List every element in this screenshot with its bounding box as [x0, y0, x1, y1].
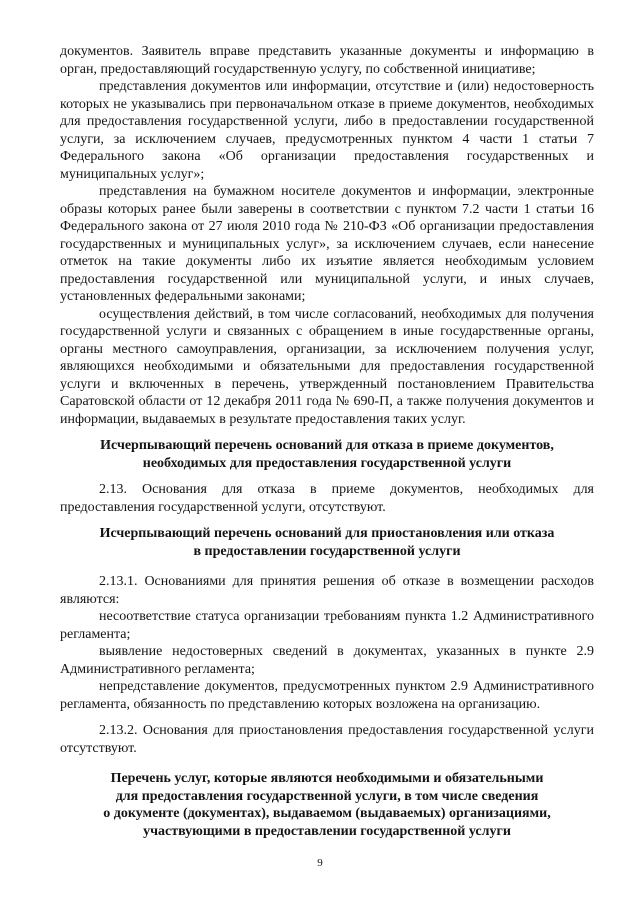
paragraph-2-13: 2.13. Основания для отказа в приеме документов, необходимых для предоставления государственной услуги, отсутствуют.	[60, 482, 594, 515]
heading-line: о документе (документах), выдаваемом (выдаваемых) организациями,	[103, 806, 551, 821]
heading-required-services	[60, 770, 594, 840]
page-number: 9	[317, 857, 323, 869]
paragraph-2-13-2: 2.13.2. Основания для приостановления предоставления государственной услуги отсутствуют.	[60, 723, 594, 756]
heading-line: Перечень услуг, которые являются необходимыми и обязательными	[110, 771, 544, 786]
heading-line: Исчерпывающий перечень оснований для приостановления или отказа	[99, 526, 555, 541]
ground-item: непредставление документов, предусмотренных пунктом 2.9 Административного регламента, обязанность по представлению которых возложена на организацию.	[60, 679, 594, 712]
paragraph-continuation: документов. Заявитель вправе представить указанные документы и информацию в орган, предоставляющий государственную услугу, по собственной инициативе;	[60, 44, 594, 77]
document-page	[60, 43, 594, 840]
paragraph-paper-docs: представления на бумажном носителе документов и информации, электронные образы которых ранее были заверены в соответствии с пунктом 7.2 части 1 статьи 16 Федерального закона от 27 июля 2010 года № 210-ФЗ «Об организации предоставления государственных и муниципальных услуг», за исключением случаев, если нанесение отметок на такие документы либо их изъятие является необходимым условием предоставления государственной или муниципальной услуги, и иных случаев, установленных федеральными законами;	[60, 184, 594, 304]
heading-refusal-grounds	[60, 437, 594, 472]
ground-item: выявление недостоверных сведений в документах, указанных в пункте 2.9 Административного регламента;	[60, 644, 594, 677]
paragraph-actions: осуществления действий, в том числе согласований, необходимых для получения государственной услуги и связанных с обращением в иные государственные органы, органы местного самоуправления, организации, за исключением получения услуг, являющихся необходимыми и обязательными для предоставления государственной услуги и включенных в перечень, утвержденный постановлением Правительства Саратовской области от 12 декабря 2011 года № 690-П, а также получения документов и информации, выдаваемых в результате предоставления таких услуг.	[60, 306, 594, 427]
heading-line: Исчерпывающий перечень оснований для отказа в приеме документов,	[100, 438, 554, 453]
heading-line: в предоставлении государственной услуги	[193, 543, 461, 559]
paragraph-docs-info: представления документов или информации, отсутствие и (или) недостоверность которых не указывались при первоначальном отказе в приеме документов, необходимых для предоставления государственной услуги, либо в предоставлении государственной услуги, за исключением случаев, предусмотренных пунктом 4 части 1 статьи 7 Федерального закона «Об организации предоставления государственных и муниципальных услуг»;	[60, 79, 594, 182]
heading-line: для предоставления государственной услуги, в том числе сведения	[115, 788, 539, 804]
heading-line: участвующими в предоставлении государственной услуги	[143, 823, 511, 839]
ground-item: несоответствие статуса организации требованиям пункта 1.2 Административного регламента;	[60, 609, 594, 642]
heading-suspension-grounds	[60, 525, 594, 560]
paragraph-2-13-1: 2.13.1. Основаниями для принятия решения об отказе в возмещении расходов являются:	[60, 574, 594, 607]
heading-line: необходимых для предоставления государственной услуги	[142, 455, 512, 471]
